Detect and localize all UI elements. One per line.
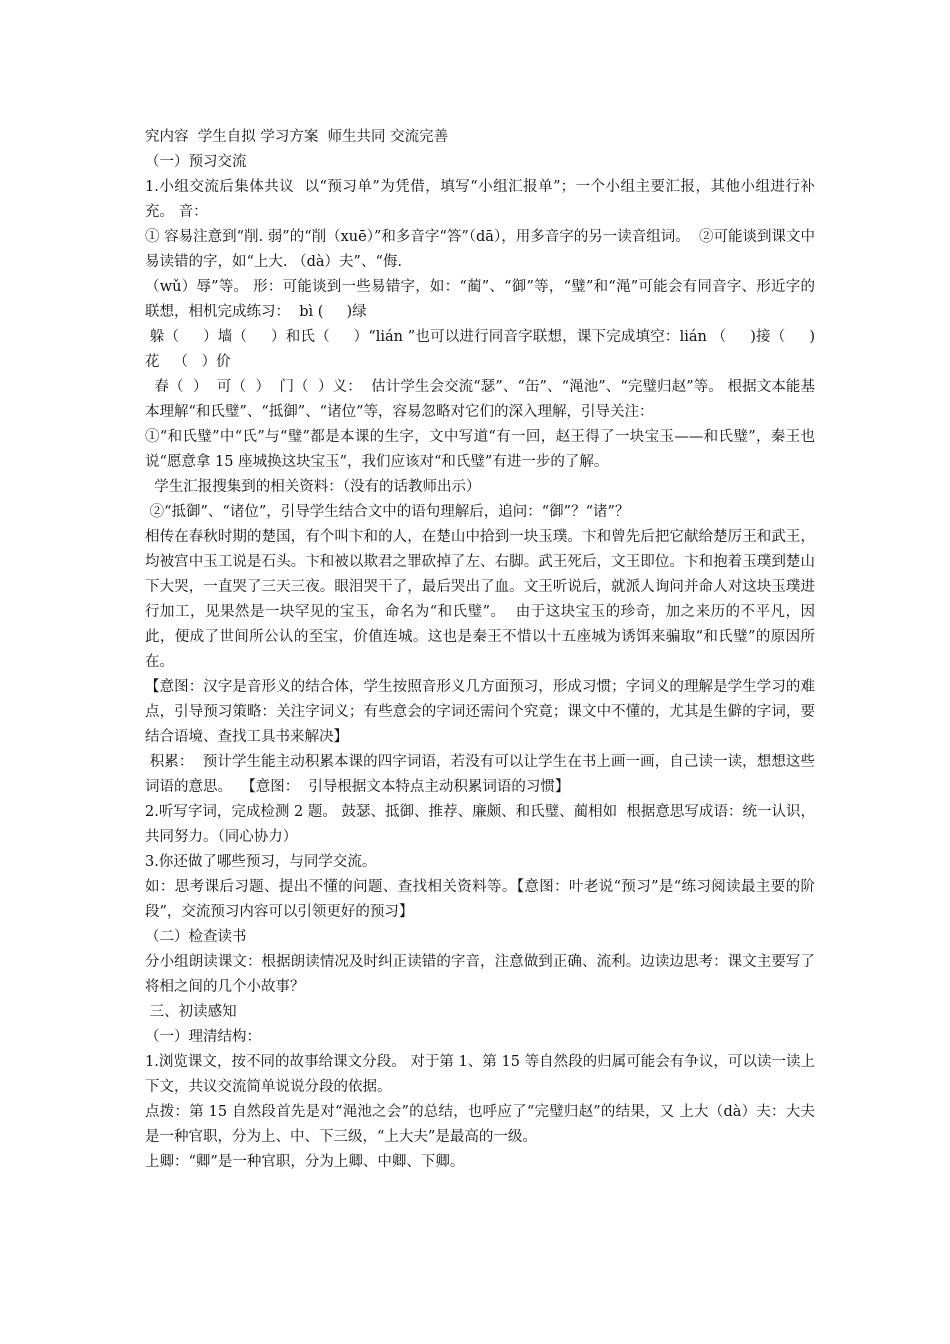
intent-note: 如：思考课后习题、提出不懂的问题、查找相关资料等。【意图：叶老说“预习”是“练习阅读最主要的阶段”，交流预习内容可以引领更好的预习】 [145, 879, 815, 920]
paragraph: 2.听写字词，完成检测 2 题。 鼓瑟、抵御、推荐、廉颇、和氏璧、蔺相如 根据意思写成语：统一认识，共同努力。（同心协力） [145, 804, 815, 845]
subheading-preview-exchange: （一）预习交流 [145, 154, 247, 170]
paragraph: 相传在春秋时期的楚国，有个叫卞和的人，在楚山中拾到一块玉璞。卞和曾先后把它献给楚厉王和武王，均被宫中玉工说是石头。卞和被以欺君之罪砍掉了左、右脚。武王死后，文王即位。卞和抱着玉璞到楚山下大哭，一直哭了三天三夜。眼泪哭干了，最后哭出了血。文王听说后，就派人询问并命人对这块玉璞进行加工，见果然是一块罕见的宝玉，命名为“和氏璧”。 由于这块宝玉的珍奇，加之来历的不平凡，因此，便成了世间所公认的至宝，价值连城。这也是秦王不惜以十五座城为诱饵来骗取“和氏璧”的原因所在。 [145, 529, 815, 670]
paragraph: 积累： 预计学生能主动积累本课的四字词语，若没有可以让学生在书上画一画，自己读一读，想想这些词语的意思。 【意图： 引导根据文本特点主动积累词语的习惯】 [145, 754, 815, 795]
paragraph: 1.浏览课文，按不同的故事给课文分段。 对于第 1、第 15 等自然段的归属可能会有争议，可以读一读上下文，共议交流简单说说分段的依据。 [145, 1054, 815, 1095]
section-heading-line: 究内容 学生自拟 学习方案 师生共同 交流完善 [145, 129, 449, 145]
paragraph: 学生汇报搜集到的相关资料：（没有的话教师出示） [145, 479, 481, 495]
paragraph: ②“抵御”、“诸位”，引导学生结合文中的语句理解后，追问：“御”？“诸”？ [145, 504, 630, 520]
paragraph: 分小组朗读课文：根据朗读情况及时纠正读错的字音，注意做到正确、流利。边读边思考：课文主要写了将相之间的几个小故事？ [145, 954, 815, 995]
paragraph: 上卿：“卿”是一种官职，分为上卿、中卿、下卿。 [145, 1154, 465, 1170]
paragraph: 躲（ ）墙（ ）和氏（ ）“lián ”也可以进行同音字联想，课下完成填空：lián （ )接（ )花 （ ）价 [145, 329, 816, 370]
intent-note: 【意图：汉字是音形义的结合体，学生按照音形义几方面预习，形成习惯；字词义的理解是学生学习的难点，引导预习策略：关注字词义；有些意会的字词还需问个究竟；课文中不懂的，尤其是生僻的字词，要结合语境、查找工具书来解决】 [145, 679, 815, 745]
paragraph: （wǔ）辱”等。 形：可能谈到一些易错字，如：“蔺”、“御”等，“璧”和“渑”可能会有同音字、形近字的联想，相机完成练习： bì ( )绿 [145, 279, 815, 320]
paragraph: 点拨：第 15 自然段首先是对“渑池之会”的总结，也呼应了“完璧归赵”的结果，又 上大（dà）夫：大夫是一种官职，分为上、中、下三级，“上大夫”是最高的一级。 [145, 1104, 815, 1145]
document-body [145, 125, 815, 1175]
paragraph: 3.你还做了哪些预习，与同学交流。 [145, 854, 377, 870]
paragraph: 春（ ） 可（ ） 门（ ）义： 估计学生会交流“瑟”、“缶”、“渑池”、“完璧归赵”等。 根据文本能基本理解“和氏璧”、“抵御”、“诸位”等，容易忽略对它们的深入理解，引导关注： [145, 379, 815, 420]
subheading-structure: （一）理清结构： [145, 1029, 261, 1045]
section-heading-first-reading: 三、初读感知 [145, 1004, 237, 1020]
paragraph: 1.小组交流后集体共议 以“预习单”为凭借，填写“小组汇报单”；一个小组主要汇报，其他小组进行补充。 音： [145, 179, 815, 220]
paragraph: ①“和氏璧”中“氏”与“璧”都是本课的生字，文中写道“有一回，赵王得了一块宝玉——和氏璧”，秦王也说“愿意拿 15 座城换这块宝玉”，我们应该对“和氏璧”有进一步的了解。 [145, 429, 815, 470]
subheading-check-reading: （二）检查读书 [145, 929, 247, 945]
paragraph: ① 容易注意到“削. 弱”的“削（xuē）”和多音字“答”（dā），用多音字的另一读音组词。 ②可能谈到课文中易读错的字，如“上大. （dà）夫”、“侮. [145, 229, 815, 270]
